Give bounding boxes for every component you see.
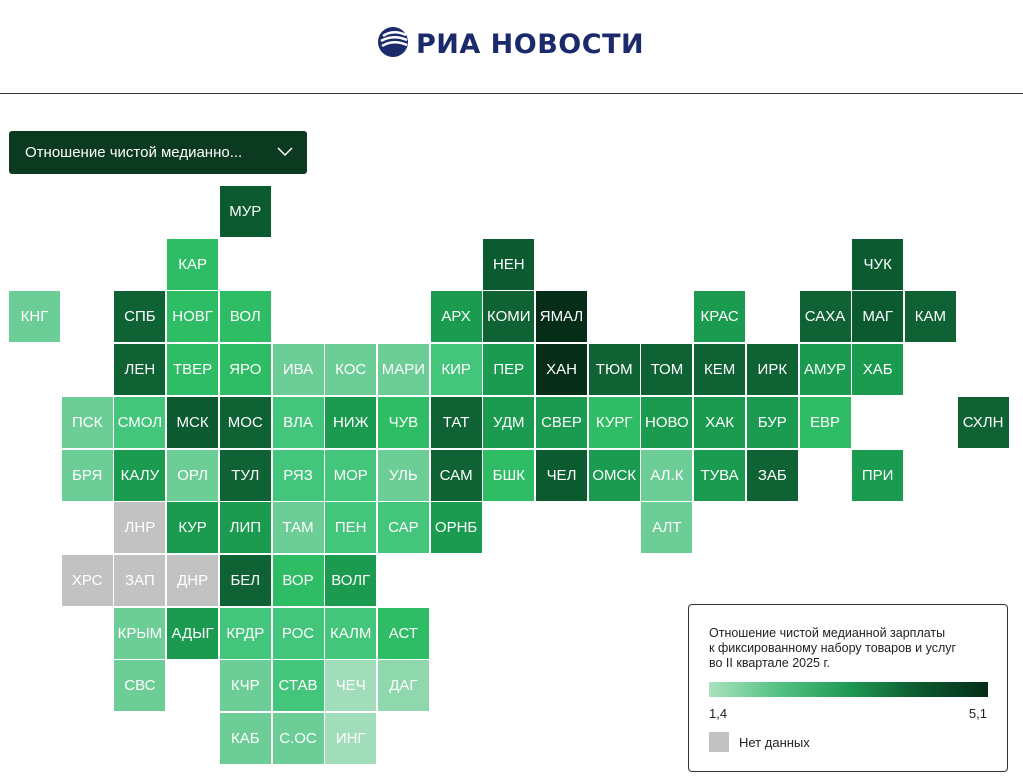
- dropdown-selected-value: Отношение чистой медианно...: [25, 144, 243, 161]
- region-tile[interactable]: АСТ: [378, 608, 429, 659]
- region-tile[interactable]: ЛНР: [114, 502, 165, 553]
- region-tile[interactable]: МОС: [220, 397, 271, 448]
- region-tile[interactable]: СМОЛ: [114, 397, 165, 448]
- region-tile[interactable]: ТЮМ: [589, 344, 640, 395]
- region-tile[interactable]: ХАН: [536, 344, 587, 395]
- region-tile[interactable]: ОМСК: [589, 450, 640, 501]
- region-tile[interactable]: СВС: [114, 660, 165, 711]
- region-tile[interactable]: КНГ: [9, 291, 60, 342]
- region-tile[interactable]: УДМ: [483, 397, 534, 448]
- ria-logo[interactable]: [376, 27, 644, 61]
- region-tile[interactable]: ЯРО: [220, 344, 271, 395]
- region-tile[interactable]: БЕЛ: [220, 555, 271, 606]
- region-tile[interactable]: ПЕН: [325, 502, 376, 553]
- region-tile[interactable]: ВОЛ: [220, 291, 271, 342]
- region-tile[interactable]: КАМ: [905, 291, 956, 342]
- region-tile[interactable]: МОР: [325, 450, 376, 501]
- region-tile[interactable]: МАРИ: [378, 344, 429, 395]
- region-tile[interactable]: НОВО: [641, 397, 692, 448]
- region-tile[interactable]: ТАМ: [273, 502, 324, 553]
- region-tile[interactable]: КРАС: [694, 291, 745, 342]
- region-tile[interactable]: СВЕР: [536, 397, 587, 448]
- region-tile[interactable]: ПСК: [62, 397, 113, 448]
- legend-title-line: Отношение чистой медианной зарплаты: [709, 626, 946, 640]
- legend-max-label: 5,1: [968, 706, 987, 721]
- no-data-swatch: [709, 732, 729, 752]
- logo-text: РИА НОВОСТИ: [416, 28, 645, 60]
- region-tile[interactable]: КУРГ: [589, 397, 640, 448]
- region-tile[interactable]: БРЯ: [62, 450, 113, 501]
- region-tile[interactable]: АРХ: [431, 291, 482, 342]
- region-tile[interactable]: ОРЛ: [167, 450, 218, 501]
- region-tile[interactable]: САМ: [431, 450, 482, 501]
- region-tile[interactable]: ДНР: [167, 555, 218, 606]
- region-tile[interactable]: САХА: [800, 291, 851, 342]
- region-tile[interactable]: КАБ: [220, 713, 271, 764]
- region-tile[interactable]: КИР: [431, 344, 482, 395]
- region-tile[interactable]: НИЖ: [325, 397, 376, 448]
- region-tile[interactable]: ПЕР: [483, 344, 534, 395]
- region-tile[interactable]: РЯЗ: [273, 450, 324, 501]
- region-tile[interactable]: ОРНБ: [431, 502, 482, 553]
- legend: [688, 604, 1008, 772]
- region-tile[interactable]: ВОР: [273, 555, 324, 606]
- region-tile[interactable]: ЯМАЛ: [536, 291, 587, 342]
- region-tile[interactable]: МАГ: [852, 291, 903, 342]
- region-tile[interactable]: АЛ.К: [641, 450, 692, 501]
- region-tile[interactable]: БУР: [747, 397, 798, 448]
- region-tile[interactable]: КАР: [167, 239, 218, 290]
- region-tile[interactable]: НЕН: [483, 239, 534, 290]
- region-tile[interactable]: ЗАБ: [747, 450, 798, 501]
- region-tile[interactable]: СТАВ: [273, 660, 324, 711]
- region-tile[interactable]: МУР: [220, 186, 271, 237]
- region-tile[interactable]: ЛЕН: [114, 344, 165, 395]
- region-tile[interactable]: ЧЕЛ: [536, 450, 587, 501]
- site-header: [0, 0, 1023, 94]
- region-tile[interactable]: КУР: [167, 502, 218, 553]
- region-tile[interactable]: СПБ: [114, 291, 165, 342]
- region-tile[interactable]: АМУР: [800, 344, 851, 395]
- region-tile[interactable]: ЧУВ: [378, 397, 429, 448]
- region-tile[interactable]: ИРК: [747, 344, 798, 395]
- region-tile[interactable]: САР: [378, 502, 429, 553]
- region-tile[interactable]: МСК: [167, 397, 218, 448]
- region-tile[interactable]: ДАГ: [378, 660, 429, 711]
- region-tile[interactable]: ЧЕЧ: [325, 660, 376, 711]
- region-tile[interactable]: УЛЬ: [378, 450, 429, 501]
- region-tile[interactable]: КЕМ: [694, 344, 745, 395]
- region-tile[interactable]: ИНГ: [325, 713, 376, 764]
- region-tile[interactable]: ПРИ: [852, 450, 903, 501]
- region-tile[interactable]: ВЛА: [273, 397, 324, 448]
- region-tile[interactable]: КЧР: [220, 660, 271, 711]
- region-tile[interactable]: РОС: [273, 608, 324, 659]
- legend-gradient: [709, 682, 988, 697]
- region-tile[interactable]: СХЛН: [958, 397, 1009, 448]
- region-tile[interactable]: ЗАП: [114, 555, 165, 606]
- region-tile[interactable]: КОС: [325, 344, 376, 395]
- region-tile[interactable]: КАЛУ: [114, 450, 165, 501]
- region-tile[interactable]: НОВГ: [167, 291, 218, 342]
- region-tile[interactable]: КАЛМ: [325, 608, 376, 659]
- region-tile[interactable]: ИВА: [273, 344, 324, 395]
- region-tile[interactable]: КОМИ: [483, 291, 534, 342]
- region-tile[interactable]: ЕВР: [800, 397, 851, 448]
- no-data-label: Нет данных: [739, 735, 810, 750]
- region-tile[interactable]: ЧУК: [852, 239, 903, 290]
- region-tile[interactable]: ХАБ: [852, 344, 903, 395]
- legend-title-line: к фиксированному набору товаров и услуг: [709, 641, 957, 655]
- region-tile[interactable]: КРДР: [220, 608, 271, 659]
- region-tile[interactable]: АДЫГ: [167, 608, 218, 659]
- region-tile[interactable]: ТВЕР: [167, 344, 218, 395]
- region-tile[interactable]: ЛИП: [220, 502, 271, 553]
- region-tile[interactable]: ТУВА: [694, 450, 745, 501]
- region-tile[interactable]: С.ОС: [273, 713, 324, 764]
- region-tile[interactable]: АЛТ: [641, 502, 692, 553]
- region-tile[interactable]: ХРС: [62, 555, 113, 606]
- legend-title-line: во II квартале 2025 г.: [709, 656, 830, 670]
- legend-min-label: 1,4: [709, 706, 728, 721]
- region-tile[interactable]: ТАТ: [431, 397, 482, 448]
- chevron-down-icon: [277, 145, 293, 164]
- region-tile[interactable]: ТОМ: [641, 344, 692, 395]
- region-tile[interactable]: КРЫМ: [114, 608, 165, 659]
- ria-globe-icon: [376, 25, 410, 64]
- region-tile[interactable]: ХАК: [694, 397, 745, 448]
- region-tile[interactable]: ТУЛ: [220, 450, 271, 501]
- legend-title: [709, 626, 999, 671]
- indicator-dropdown[interactable]: [9, 131, 307, 174]
- region-tile[interactable]: ВОЛГ: [325, 555, 376, 606]
- region-tile[interactable]: БШК: [483, 450, 534, 501]
